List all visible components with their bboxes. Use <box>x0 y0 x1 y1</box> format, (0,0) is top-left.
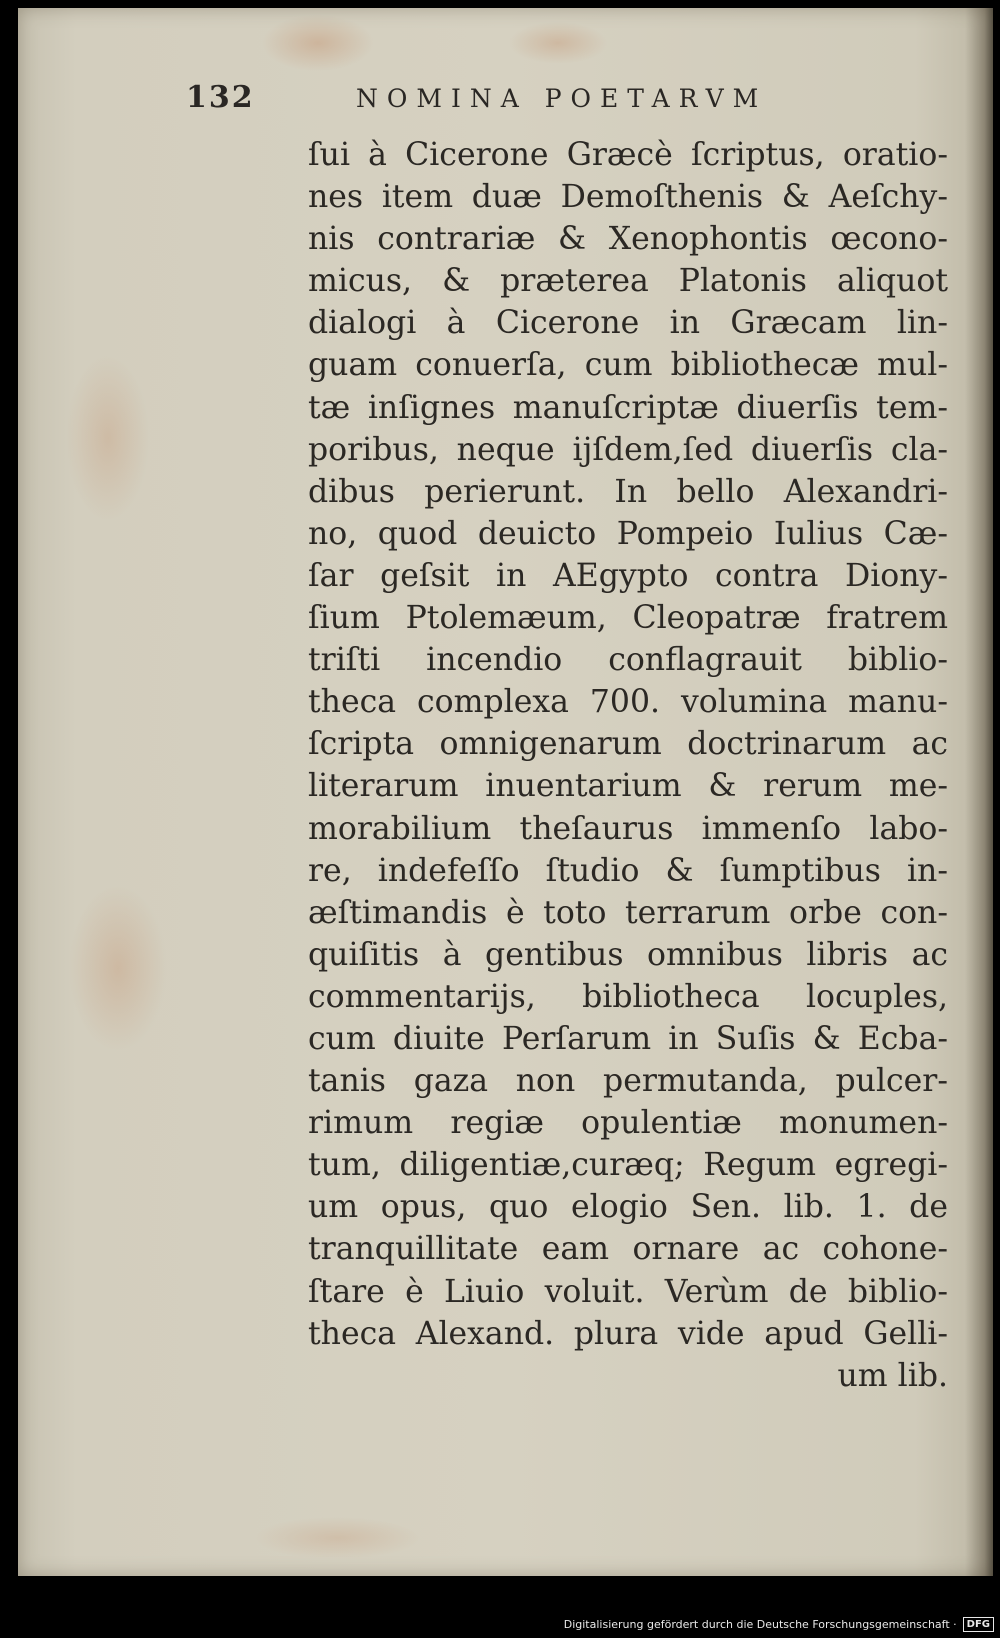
page-edge-shadow <box>965 8 993 1576</box>
text-line: dialogi à Cicerone in Græcam lin- <box>308 305 948 342</box>
body-text <box>308 134 948 1397</box>
book-page <box>18 8 993 1576</box>
text-line: um opus, quo elogio Sen. lib. 1. de <box>308 1189 948 1226</box>
text-line: commentarijs, bibliotheca locuples, <box>308 978 948 1015</box>
text-line: re, indefeſſo ſtudio & ſumptibus in- <box>308 852 948 889</box>
text-line: quiſitis à gentibus omnibus libris ac <box>308 936 948 973</box>
text-line: guam conuerſa, cum bibliothecæ mul- <box>308 347 948 384</box>
text-line: rimum regiæ opulentiæ monumen- <box>308 1105 948 1142</box>
text-line: ſar geſsit in AEgypto contra Diony- <box>308 557 948 594</box>
text-line: theca Alexand. plura vide apud Gelli- <box>308 1315 948 1352</box>
text-line: cum diuite Perſarum in Suſis & Ecba- <box>308 1020 948 1057</box>
text-line: tæ inſignes manuſcriptæ diuerſis tem- <box>308 389 948 426</box>
text-line: morabilium theſaurus immenſo labo- <box>308 810 948 847</box>
text-line: no, quod deuicto Pompeio Iulius Cæ- <box>308 515 948 552</box>
text-line: triſti incendio conflagrauit biblio- <box>308 642 948 679</box>
page-number: 132 <box>186 80 255 115</box>
text-line: poribus, neque ijſdem,ſed diuerſis cla- <box>308 431 948 468</box>
text-line: micus, & præterea Platonis aliquot <box>308 263 948 300</box>
text-line: æſtimandis è toto terrarum orbe con- <box>308 894 948 931</box>
digitization-credit <box>564 1614 994 1634</box>
text-line: tranquillitate eam ornare ac cohone- <box>308 1231 948 1268</box>
text-line: tanis gaza non permutanda, pulcer- <box>308 1063 948 1100</box>
running-head <box>186 80 886 120</box>
text-line-final: um lib. <box>837 1357 948 1394</box>
text-line: literarum inuentarium & rerum me- <box>308 768 948 805</box>
text-line: theca complexa 700. volumina manu- <box>308 684 948 721</box>
text-line: ſcripta omnigenarum doctrinarum ac <box>308 726 948 763</box>
text-line: ſtare è Liuio voluit. Verùm de biblio- <box>308 1273 948 1310</box>
text-line: ſium Ptolemæum, Cleopatræ fratrem <box>308 600 948 637</box>
dfg-logo: DFG <box>963 1617 994 1632</box>
credit-text: Digitalisierung gefördert durch die Deutsche Forschungsgemeinschaft · <box>563 1617 957 1631</box>
text-line: nes item duæ Demoſthenis & Aeſchy- <box>308 179 948 216</box>
text-line: tum, diligentiæ,curæq; Regum egregi- <box>308 1147 948 1184</box>
text-line: ſui à Cicerone Græcè ſcriptus, oratio- <box>308 137 948 173</box>
text-line: dibus perierunt. In bello Alexandri- <box>308 473 948 510</box>
running-head-title: NOMINA POETARVM <box>356 84 768 113</box>
text-line: nis contrariæ & Xenophontis œcono- <box>308 221 948 258</box>
